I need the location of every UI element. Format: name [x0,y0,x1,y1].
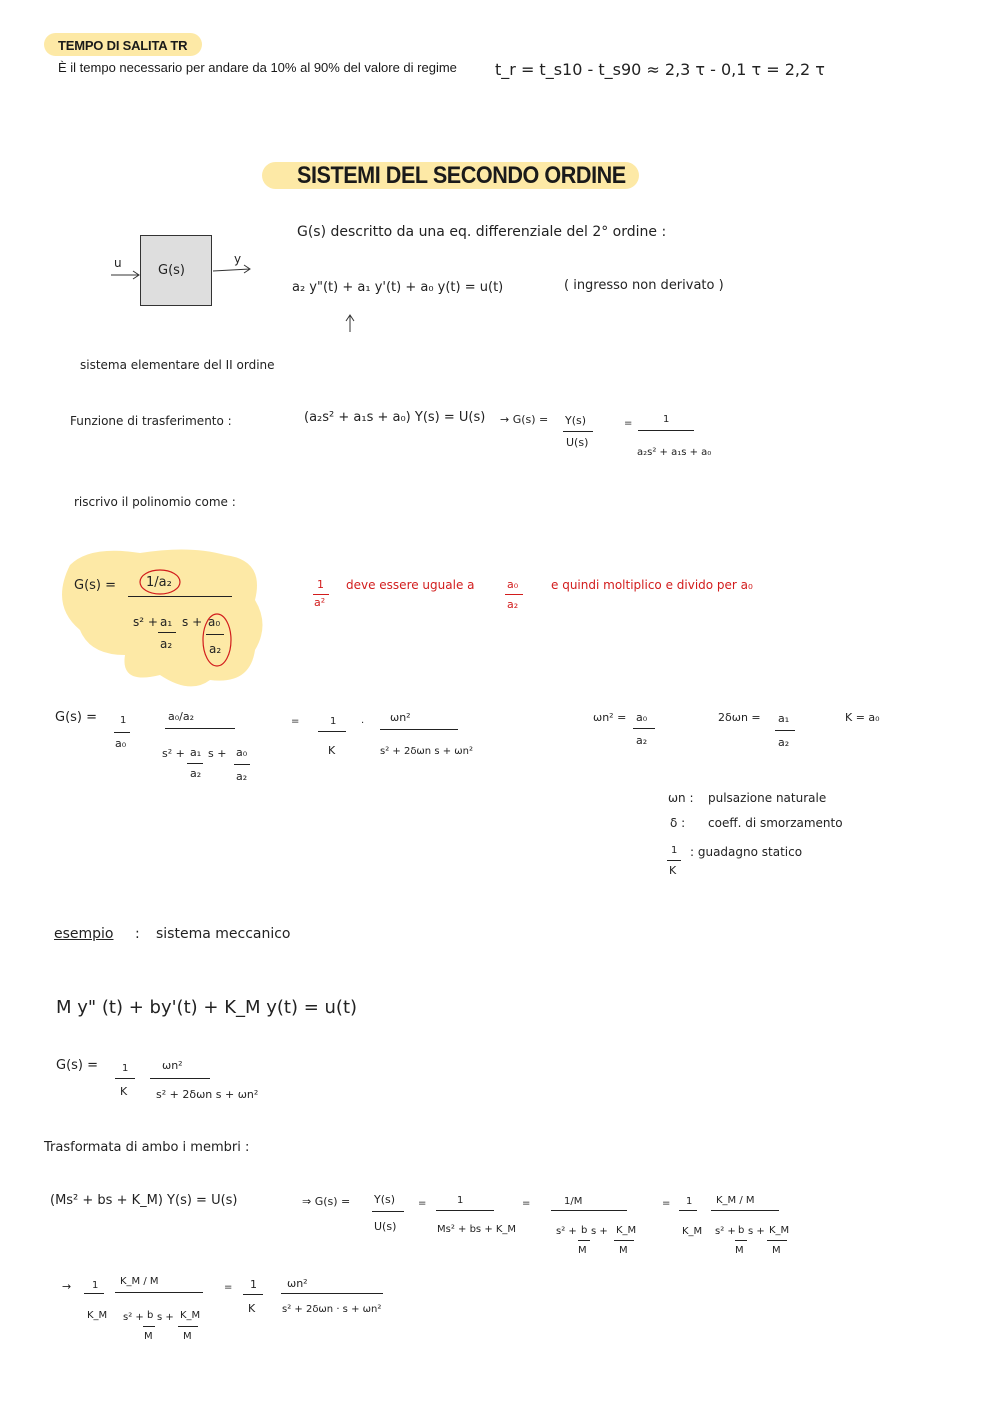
laplace-bar5b [735,1240,747,1241]
intro-line: G(s) descritto da una eq. differenziale del 2° ordine : [297,224,667,240]
legend-k-bar [667,860,681,861]
legend-k-den: K [669,864,677,877]
std-a0: a₀ [115,737,127,750]
example-g-one: 1 [122,1063,129,1074]
std-den-a0b: a₀ [236,746,248,759]
output-arrow-icon [212,262,254,278]
final-n2: K_M / M [120,1276,159,1287]
std-bar-3 [318,731,346,732]
final-d2a: s² + [123,1312,144,1323]
differential-equation: a₂ y"(t) + a₁ y'(t) + a₀ y(t) = u(t) [292,280,504,295]
final-d4: s² + 2δωn · s + ωn² [282,1304,382,1315]
example-g-K: K [120,1085,128,1098]
laplace-d2: Ms² + bs + K_M [437,1224,517,1235]
final-d2f: M [183,1331,192,1342]
tf-equals: = [624,418,633,429]
final-bar4 [281,1293,383,1294]
final-bar2 [115,1292,203,1293]
std-K: K [328,744,336,757]
output-label: y [234,252,242,266]
zeta-den: a₂ [778,736,790,749]
cloud-g-lhs: G(s) = [74,578,117,593]
tf-numerator: Y(s) [565,414,587,427]
example-g-den: s² + 2δωn s + ωn² [156,1088,259,1101]
laplace-d3e: K_M [616,1225,637,1236]
red-frac-den: a² [314,596,326,609]
std-bar-1 [114,732,130,733]
laplace-n2: 1 [457,1195,464,1206]
input-label: u [114,256,122,270]
std-den-s: s + [208,747,227,760]
transfer-function-label: Funzione di trasferimento : [70,414,232,428]
zeta-num: a₁ [778,712,790,725]
laplace-eq: (Ms² + bs + K_M) Y(s) = U(s) [50,1193,238,1208]
laplace-arrow: ⇒ G(s) = [302,1195,351,1208]
std-dot: · [361,718,365,729]
laplace-d3b: b [581,1225,588,1236]
laplace-d3a: s² + [556,1226,577,1237]
std-num-2: ωn² [390,711,411,724]
transfer-block-label: G(s) [158,263,185,278]
laplace-bar2 [436,1210,494,1211]
example-text: sistema meccanico [156,926,291,942]
cloud-numerator: 1/a₂ [146,575,172,590]
std-bar-4 [380,729,458,730]
legend-k-text: : guadagno statico [690,845,803,859]
example-equation: M y" (t) + by'(t) + K_M y(t) = u(t) [56,997,358,1018]
wn2-num: a₀ [636,711,648,724]
red-frac2-num: a₀ [507,578,519,591]
wn2-bar [633,728,655,729]
std-den-a2: a₂ [190,767,202,780]
std-den-2: s² + 2δωn s + ωn² [380,746,473,757]
example-g-bar1 [115,1078,135,1079]
final-d3: K [248,1302,256,1315]
laplace-n4: 1 [686,1196,693,1207]
laplace-d3c: M [578,1245,587,1256]
section-title: SISTEMI DEL SECONDO ORDINE [297,162,626,189]
wn2-lhs: ωn² = [593,711,627,724]
cloud-den-a1: a₁ [160,615,173,629]
laplace-bar3b [578,1240,590,1241]
final-n3: 1 [250,1278,257,1291]
example-g-lhs: G(s) = [56,1058,99,1073]
final-n1: 1 [92,1280,99,1291]
cloud-den-a2: a₂ [160,637,173,651]
final-d2e: K_M [180,1310,201,1321]
laplace-e2: = [522,1198,531,1209]
laplace-bar3e [614,1240,634,1241]
cloud-a1-bar [158,632,176,633]
std-one: 1 [120,715,127,726]
red-note-text1: deve essere uguale a [346,578,475,592]
red-note-text2: e quindi moltiplico e divido per a₀ [551,578,753,592]
std-bar-2 [165,728,235,729]
legend-wn-text: pulsazione naturale [708,791,827,805]
tf-fraction-bar [563,431,593,432]
final-eq: = [224,1282,233,1293]
transfer-arrow: → G(s) = [500,413,549,426]
legend-k-num: 1 [671,845,678,856]
laplace-d5f: M [772,1245,781,1256]
laplace-d4: K_M [682,1226,703,1237]
final-n4: ωn² [287,1277,308,1290]
pointer-arrow-icon [343,312,357,334]
laplace-n3: 1/M [564,1196,583,1207]
wn2-den: a₂ [636,734,648,747]
laplace-bar3 [551,1210,627,1211]
std-one-2: 1 [330,716,337,727]
ingresso-note: ( ingresso non derivato ) [564,278,724,293]
final-d2d: s + [157,1312,174,1323]
final-bar3 [243,1294,263,1295]
tempo-salita-formula: t_r = t_s10 - t_s90 ≈ 2,3 τ - 0,1 τ = 2,2 τ [495,60,825,79]
legend-d-text: coeff. di smorzamento [708,816,843,830]
cloud-fraction-bar [128,596,232,597]
tf-numerator-2: 1 [663,414,670,425]
laplace-bar5 [711,1210,779,1211]
laplace-label: Trasformata di ambo i membri : [44,1140,250,1155]
final-arrow: → [62,1280,72,1293]
example-g-bar2 [150,1078,210,1079]
std-bar-a1 [187,763,203,764]
zeta-lhs: 2δωn = [718,711,761,724]
laplace-d5b: b [738,1225,745,1236]
tf-denominator: U(s) [566,436,589,449]
cloud-den-a2b: a₂ [209,642,222,656]
laplace-d5a: s² + [715,1226,736,1237]
laplace-d5e: K_M [769,1225,790,1236]
laplace-n5: K_M / M [716,1195,755,1206]
std-equals: = [291,716,300,727]
cloud-den-a0: a₀ [208,615,221,629]
laplace-d3f: M [619,1245,628,1256]
laplace-n1: Y(s) [374,1193,396,1206]
std-den-a1: a₁ [190,746,202,759]
laplace-d1: U(s) [374,1220,397,1233]
cloud-den-circle [200,612,236,670]
std-g-lhs: G(s) = [55,710,98,725]
laplace-equation: (a₂s² + a₁s + a₀) Y(s) = U(s) [304,410,486,425]
laplace-e3: = [662,1198,671,1209]
final-bar1 [84,1293,104,1294]
cloud-num-circle [138,568,182,596]
laplace-d5c: M [735,1245,744,1256]
rewrite-label: riscrivo il polinomio come : [74,495,236,509]
section-title-tempo-salita: TEMPO DI SALITA TR [58,38,188,53]
laplace-bar4 [679,1210,697,1211]
laplace-d5d: s + [748,1226,765,1237]
tempo-salita-description: È il tempo necessario per andare da 10% al 90% del valore di regime [58,60,457,75]
red-frac2-bar [505,594,523,595]
legend-d: δ : [670,816,686,830]
legend-wn: ωn : [668,791,694,805]
final-d2c: M [144,1331,153,1342]
red-frac2-den: a₂ [507,598,519,611]
tf-denominator-2: a₂s² + a₁s + a₀ [637,447,712,458]
laplace-d3d: s + [591,1226,608,1237]
red-frac-num: 1 [317,578,324,591]
zeta-bar [775,730,795,731]
cloud-den-s2: s² + [133,615,158,629]
laplace-bar5e [767,1240,787,1241]
final-bar2b [143,1326,155,1327]
k-def: K = a₀ [845,711,880,724]
red-frac-bar [313,594,329,595]
final-d2b: b [147,1310,154,1321]
laplace-bar1 [372,1211,404,1212]
final-bar2e [178,1326,198,1327]
std-den-a: s² + [162,747,185,760]
std-bar-a0 [234,764,250,765]
example-colon: : [135,926,140,942]
cloud-den-s: s + [182,615,203,629]
elementary-system-label: sistema elementare del II ordine [80,358,275,372]
std-den-a2b: a₂ [236,770,248,783]
laplace-e1: = [418,1198,427,1209]
tf-fraction-bar-2 [638,430,694,431]
final-d1: K_M [87,1310,108,1321]
std-num: a₀/a₂ [168,710,195,723]
example-label: esempio [54,926,114,942]
example-g-num: ωn² [162,1059,183,1072]
